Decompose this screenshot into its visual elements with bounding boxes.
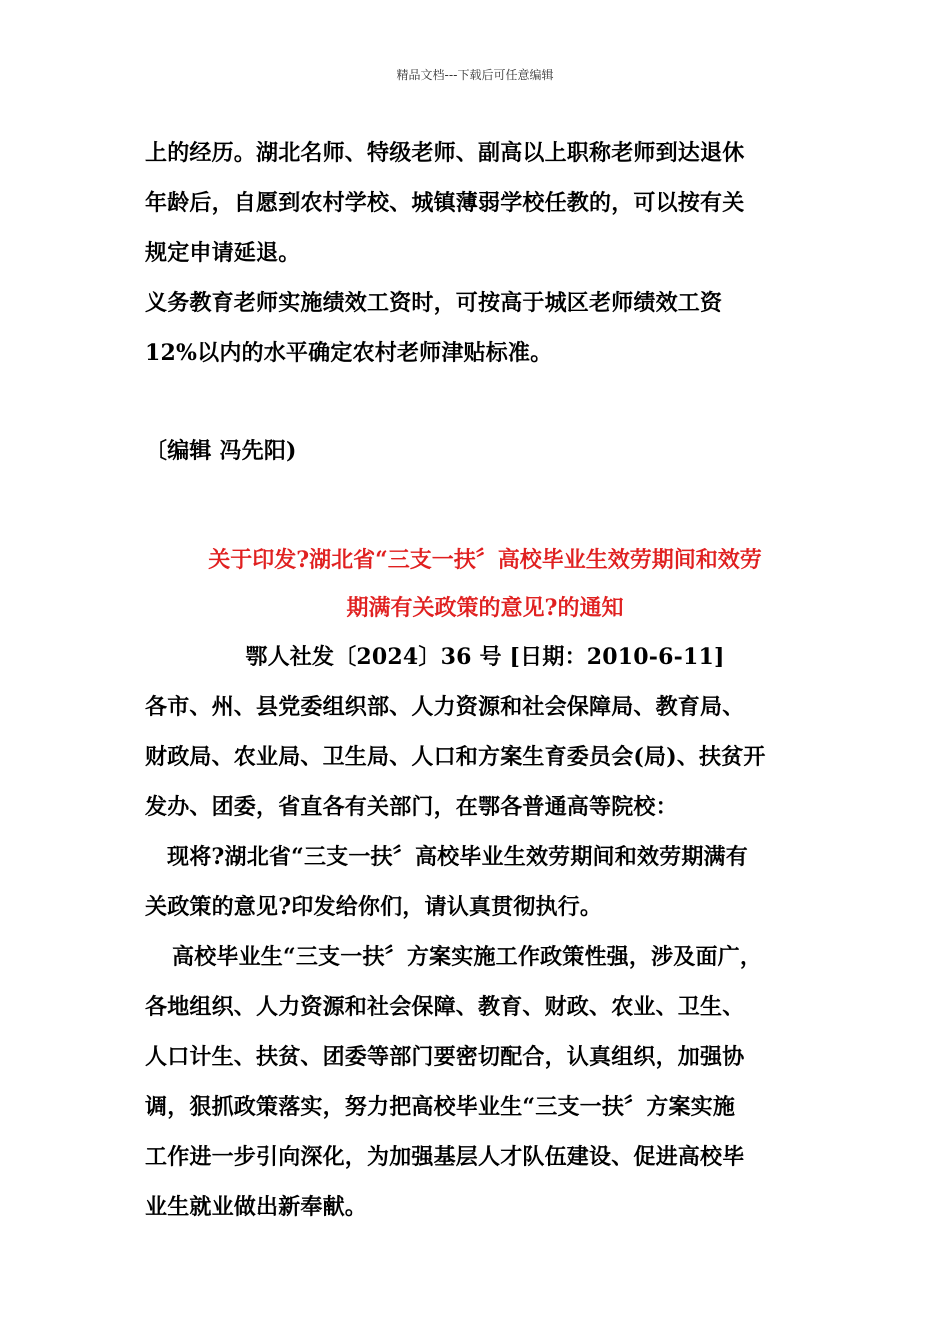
notice-body-paragraph-2: [145, 932, 825, 1232]
text-line: 发办、团委，省直各有关部门，在鄂各普通高等院校：: [145, 794, 678, 820]
notice-body-paragraph-1: [145, 832, 825, 932]
text-line: 义务教育老师实施绩效工资时，可按高于城区老师绩效工资: [145, 290, 723, 316]
text-line: 业生就业做出新奉献。: [145, 1194, 368, 1220]
text-line: 年龄后，自愿到农村学校、城镇薄弱学校任教的，可以按有关: [145, 190, 745, 216]
document-body: [145, 128, 825, 1232]
text-line: 现将?湖北省“三支一扶〞高校毕业生效劳期间和效劳期满有: [167, 844, 748, 870]
paragraph-performance-pay: [145, 278, 825, 378]
page-header: 精品文档---下载后可任意编辑: [396, 68, 554, 82]
document-number: 鄂人社发〔2024〕36 号 [日期：2010-6-11]: [245, 644, 725, 670]
text-line: 上的经历。湖北名师、特级老师、副高以上职称老师到达退休: [145, 140, 745, 166]
text-line: 各市、州、县党委组织部、人力资源和社会保障局、教育局、: [145, 694, 745, 720]
spacer: [145, 378, 825, 426]
text-line: 财政局、农业局、卫生局、人口和方案生育委员会(局)、扶贫开: [145, 744, 766, 770]
notice-title-line: 期满有关政策的意见?的通知: [346, 595, 624, 621]
text-line: 关政策的意见?印发给你们，请认真贯彻执行。: [145, 894, 603, 920]
paragraph-policy-retirement: [145, 128, 825, 278]
salutation: [145, 682, 825, 832]
editor-credit: 〔编辑 冯先阳): [145, 438, 297, 464]
text-line: 高校毕业生“三支一扶〞方案实施工作政策性强，涉及面广，: [172, 944, 763, 970]
notice-title-line: 关于印发?湖北省“三支一扶〞高校毕业生效劳期间和效劳: [208, 547, 762, 573]
spacer: [145, 476, 825, 536]
text-line: 各地组织、人力资源和社会保障、教育、财政、农业、卫生、: [145, 994, 745, 1020]
notice-title: [145, 536, 825, 632]
text-line: 规定申请延退。: [145, 240, 301, 266]
text-line: 工作进一步引向深化，为加强基层人才队伍建设、促进高校毕: [145, 1144, 745, 1170]
text-line: 调，狠抓政策落实，努力把高校毕业生“三支一扶〞方案实施: [145, 1094, 736, 1120]
text-line: 人口计生、扶贫、团委等部门要密切配合，认真组织，加强协: [145, 1044, 745, 1070]
text-line: 12%以内的水平确定农村老师津贴标准。: [145, 340, 553, 366]
